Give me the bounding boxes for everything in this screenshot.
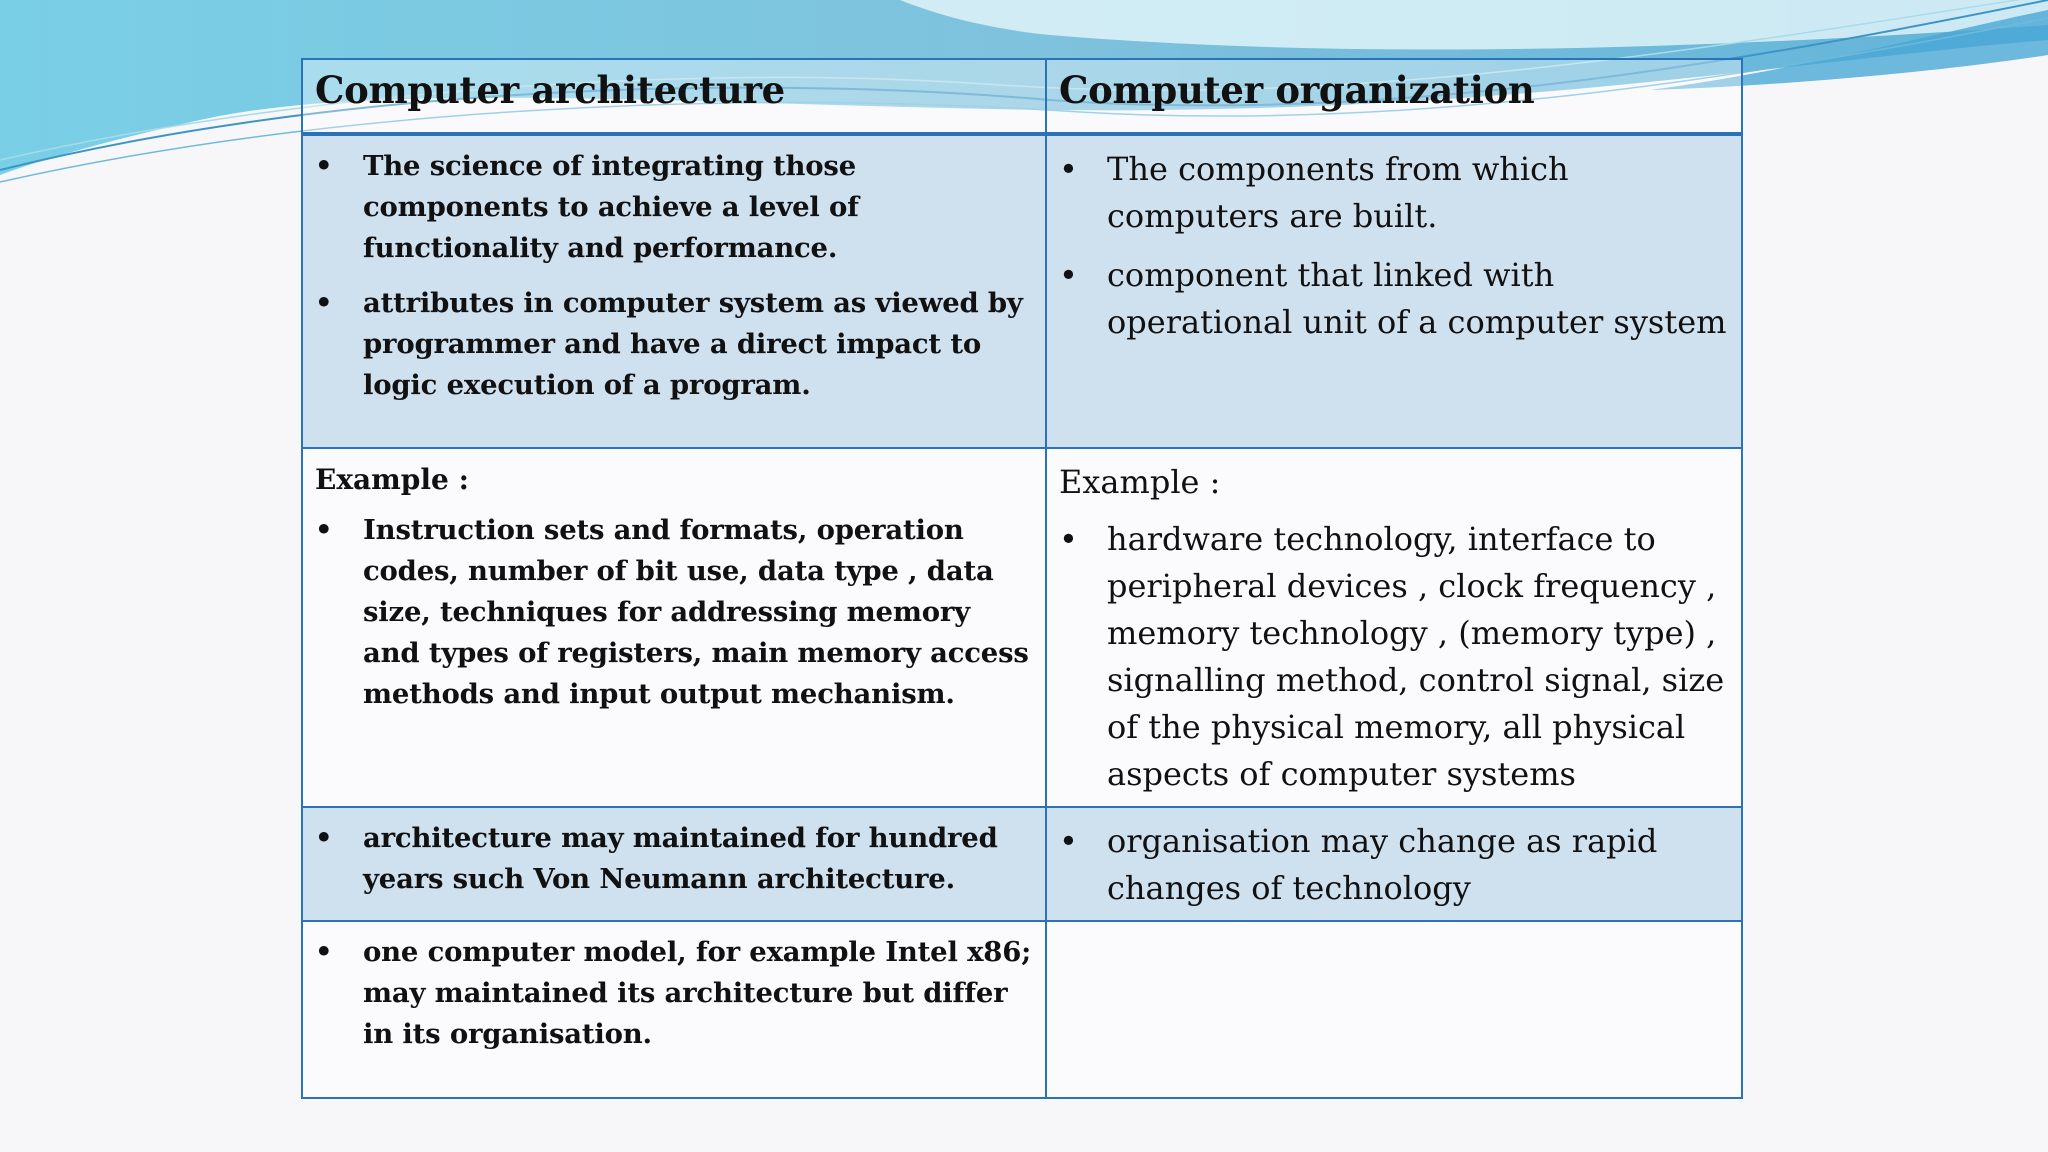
bullet: • [315, 936, 333, 968]
list-item: • The components from which computers are built. [1059, 146, 1729, 240]
list-item: • architecture may maintained for hundred years such Von Neumann architecture. [315, 818, 1033, 900]
organization-example-cell [1046, 448, 1742, 807]
bullet: • [1059, 256, 1078, 294]
bullet: • [315, 822, 333, 854]
bullet: • [315, 287, 333, 319]
list-item: • hardware technology, interface to peripheral devices , clock frequency , memory technology , (memory type) , signalling method, control signal, size of the physical memory, all physical aspects of computer systems [1059, 516, 1729, 798]
list-item: • attributes in computer system as viewed by programmer and have a direct impact to logic execution of a program. [315, 283, 1033, 406]
architecture-model-cell [302, 921, 1046, 1098]
list-item: • The science of integrating those components to achieve a level of functionality and performance. [315, 146, 1033, 269]
list-item: • Instruction sets and formats, operation codes, number of bit use, data type , data size, techniques for addressing memory and types of registers, main memory access methods and input output mechanism. [315, 510, 1033, 715]
table-row [302, 448, 1742, 807]
bullet: • [1059, 822, 1078, 860]
table-header-row [302, 59, 1742, 134]
organization-change-cell [1046, 807, 1742, 921]
example-label: Example : [315, 463, 469, 496]
architecture-longevity-cell [302, 807, 1046, 921]
header-computer-organization: Computer organization [1046, 59, 1742, 134]
list-item: • organisation may change as rapid changes of technology [1059, 818, 1729, 912]
empty-cell [1046, 921, 1742, 1098]
table-row [302, 921, 1742, 1098]
table-row [302, 807, 1742, 921]
list-item: • component that linked with operational unit of a computer system [1059, 252, 1729, 346]
bullet: • [315, 514, 333, 546]
organization-definition-cell [1046, 134, 1742, 448]
comparison-table [301, 58, 1743, 1099]
header-computer-architecture: Computer architecture [302, 59, 1046, 134]
example-label: Example : [1059, 463, 1221, 501]
architecture-definition-cell [302, 134, 1046, 448]
bullet: • [315, 150, 333, 182]
architecture-example-cell [302, 448, 1046, 807]
bullet: • [1059, 150, 1078, 188]
bullet: • [1059, 520, 1078, 558]
list-item: • one computer model, for example Intel x86; may maintained its architecture but differ in its organisation. [315, 932, 1033, 1055]
table-row [302, 134, 1742, 448]
